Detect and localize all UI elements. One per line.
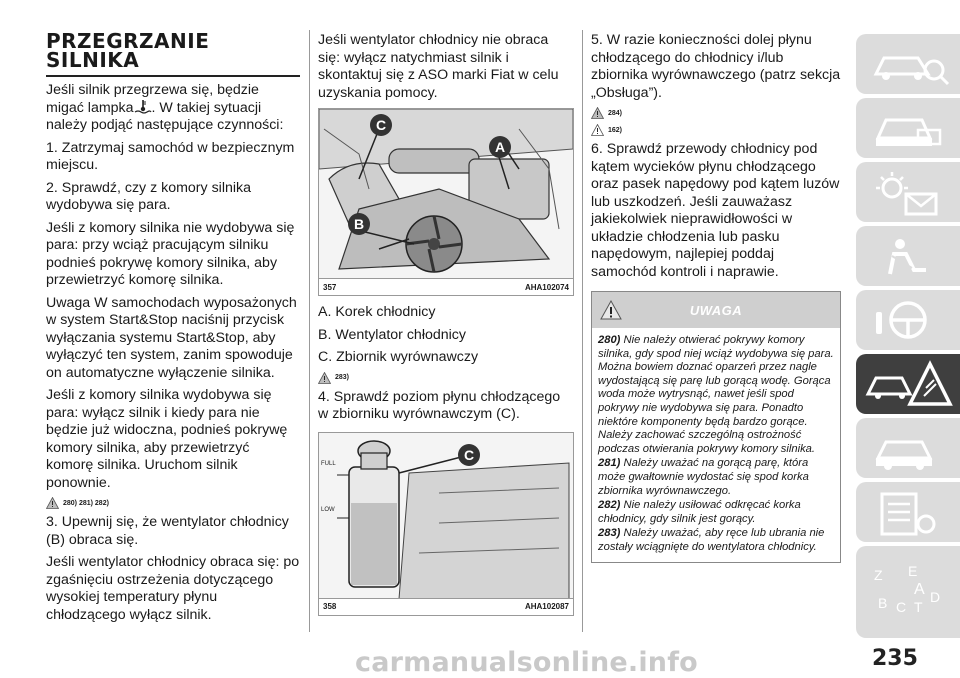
- paragraph-steam: Jeśli z komory silnika wydobywa się para: wyłącz silnik i kiedy para nie będzie już widoczna, podnieś pokrywę komory silnika, aby przewietrzyć komorę silnika. Uruchom silnik ponownie.: [46, 387, 288, 491]
- svg-text:D: D: [930, 589, 941, 605]
- callout-a: [489, 136, 511, 158]
- step-1: 1. Zatrzymaj samochód w bezpiecznym miejscu.: [46, 139, 295, 173]
- warning-item: 283) Należy uważać, aby ręce lub ubrania nie zostały wciągnięte do wentylatora chłodnicy.: [598, 527, 825, 553]
- coolant-temperature-icon: [134, 100, 152, 114]
- step-3: 3. Upewnij się, że wentylator chłodnicy (B) obraca się.: [46, 514, 289, 548]
- figure-358-reservoir: [318, 432, 574, 616]
- legend-b: B. Wentylator chłodnicy: [318, 326, 466, 343]
- figure-code: AHA102074: [524, 282, 569, 292]
- tab-index[interactable]: [856, 546, 960, 638]
- paragraph-fan-stopped: Jeśli wentylator chłodnicy nie obraca się: wyłącz natychmiast silnik i skontaktuj się z ASO marki Fiat w celu uzyskania pomocy.: [318, 32, 559, 101]
- reservoir-illustration: [319, 433, 573, 599]
- callout-c: [370, 114, 392, 136]
- svg-text:T: T: [914, 599, 923, 615]
- note-start-stop: Uwaga W samochodach wyposażonych w system Start&Stop naciśnij przycisk wyłączania systemu Start&Stop, aby wyłączyć ten system, zanim spowoduje on automatyczne wyłączenie silnika.: [46, 294, 297, 381]
- maintenance-icon: [856, 418, 960, 478]
- intro-text-b: . W takiej sytuacji należy podjąć następujące czynności:: [46, 99, 284, 133]
- figure-number: 357: [323, 282, 337, 292]
- step-6: 6. Sprawdź przewody chłodnicy pod kątem wycieków płynu chłodzącego oraz pasek napędowy pod kątem luzów lub uszkodzeń. Jeśli zauważasz jakiekolwiek nieprawidłowości w układzie chłodzenia lub pasku napędowym, najlepiej poddaj samochód kontroli i naprawie.: [591, 141, 840, 280]
- warning-body: [592, 328, 840, 562]
- starting-driving-icon: [856, 290, 960, 350]
- figure-caption-358: [319, 598, 573, 615]
- engine-bay-illustration: [319, 109, 573, 279]
- warning-item: 282) Nie należy usiłować odkręcać korka chłodnicy, gdy silnik jest gorący.: [598, 499, 801, 525]
- tab-car-overview[interactable]: [856, 34, 960, 94]
- svg-text:C: C: [375, 117, 387, 133]
- svg-text:B: B: [353, 216, 365, 232]
- technical-data-icon: [856, 482, 960, 542]
- column-2: [318, 32, 574, 624]
- warning-refs-2: [318, 372, 574, 384]
- watermark: carmanualsonline.info: [355, 647, 698, 678]
- warning-triangle-icon: [318, 372, 331, 384]
- paragraph-no-steam: Jeśli z komory silnika nie wydobywa się para: przy wciąż pracującym silniku podnieś pokrywę komory silnika, aby przewietrzyć komorę silnika.: [46, 219, 295, 288]
- step-2: 2. Sprawdź, czy z komory silnika wydobywa się para.: [46, 179, 251, 213]
- tab-technical-data[interactable]: [856, 482, 960, 542]
- tab-safety[interactable]: [856, 226, 960, 286]
- lights-icon: [856, 162, 960, 222]
- warning-ref-284: [591, 107, 841, 119]
- safety-icon: [856, 226, 960, 286]
- warning-item: 280) Nie należy otwierać pokrywy komory silnika, gdy spod niej wciąż wydobywa się para. Można bowiem doznać oparzeń przez nagle wydostającą się parę lub gorącą wodę. Gorąca woda może wytrysnąć, nawet jeśli spod pokrywy nie wydobywa się para. Ponadto niektóre komponenty będą bardzo gorące. Należy zachować szczególną ostrożność podczas otwierania pokrywy komory silnika.: [598, 334, 834, 455]
- legend-c: C. Zbiornik wyrównawczy: [318, 349, 479, 365]
- figure-357-engine-bay: [318, 108, 574, 296]
- low-mark-label: LOW: [321, 506, 335, 513]
- warning-item: 281) Należy uważać na gorącą parę, która może gwałtownie wydostać się spod korka zbiornika wyrównawczego.: [598, 457, 809, 497]
- tab-lights[interactable]: [856, 162, 960, 222]
- intro-text-a: Jeśli silnik przegrzewa się, będzie migać lampka: [46, 82, 259, 116]
- warning-triangle-icon: [46, 497, 59, 509]
- column-divider: [309, 30, 310, 632]
- step-4: 4. Sprawdź poziom płynu chłodzącego w zbiorniku wyrównawczym (C).: [318, 388, 561, 422]
- svg-text:E: E: [908, 563, 918, 579]
- paragraph-fan-running: Jeśli wentylator chłodnicy obraca się: po zgaśnięciu ostrzeżenia dotyczącego wysokiej temperatury płynu chłodzącego wyłącz silnik.: [46, 554, 300, 623]
- caution-triangle-icon: [591, 124, 604, 136]
- index-icon: [856, 546, 960, 638]
- warning-header: [592, 292, 840, 328]
- figure-code: AHA102087: [524, 602, 569, 611]
- warning-refs-1: [46, 497, 300, 509]
- page-number: 235: [872, 646, 918, 671]
- svg-text:Z: Z: [874, 567, 883, 583]
- svg-text:A: A: [494, 139, 506, 155]
- figure-caption-357: [319, 278, 573, 295]
- paragraph-intro: [46, 82, 300, 135]
- section-title: PRZEGRZANIE SILNIKA: [46, 32, 300, 77]
- tab-emergency[interactable]: [856, 354, 960, 414]
- refs-text: 284): [608, 109, 623, 117]
- legend-a: A. Korek chłodnicy: [318, 304, 436, 320]
- refs-text: 283): [335, 374, 350, 381]
- svg-text:B: B: [878, 595, 888, 611]
- dashboard-icon: [856, 98, 960, 158]
- figure-number: 358: [323, 602, 337, 611]
- svg-text:C: C: [896, 599, 907, 615]
- note-ref-162: [591, 124, 841, 136]
- emergency-icon: [856, 354, 960, 414]
- svg-text:A: A: [914, 581, 925, 598]
- step-5: 5. W razie konieczności dolej płynu chłodzącego do chłodnicy i/lub zbiornika wyrównawczego (patrz sekcja „Obsługa”).: [591, 32, 841, 101]
- full-mark-label: FULL: [321, 460, 336, 467]
- tab-starting-driving[interactable]: [856, 290, 960, 350]
- warning-triangle-icon: [600, 300, 622, 320]
- callout-b: [348, 213, 370, 235]
- warning-box: [591, 291, 841, 563]
- car-overview-icon: [856, 34, 960, 94]
- refs-text: 280) 281) 282): [63, 499, 109, 507]
- warning-triangle-icon: [591, 107, 604, 119]
- callout-c: [458, 444, 480, 466]
- column-1: [46, 29, 300, 629]
- tab-dashboard[interactable]: [856, 98, 960, 158]
- warning-title: UWAGA: [689, 302, 743, 318]
- tab-maintenance[interactable]: [856, 418, 960, 478]
- column-3: [591, 32, 841, 563]
- svg-text:C: C: [463, 446, 475, 463]
- column-divider: [582, 30, 583, 632]
- refs-text: 162): [608, 126, 623, 134]
